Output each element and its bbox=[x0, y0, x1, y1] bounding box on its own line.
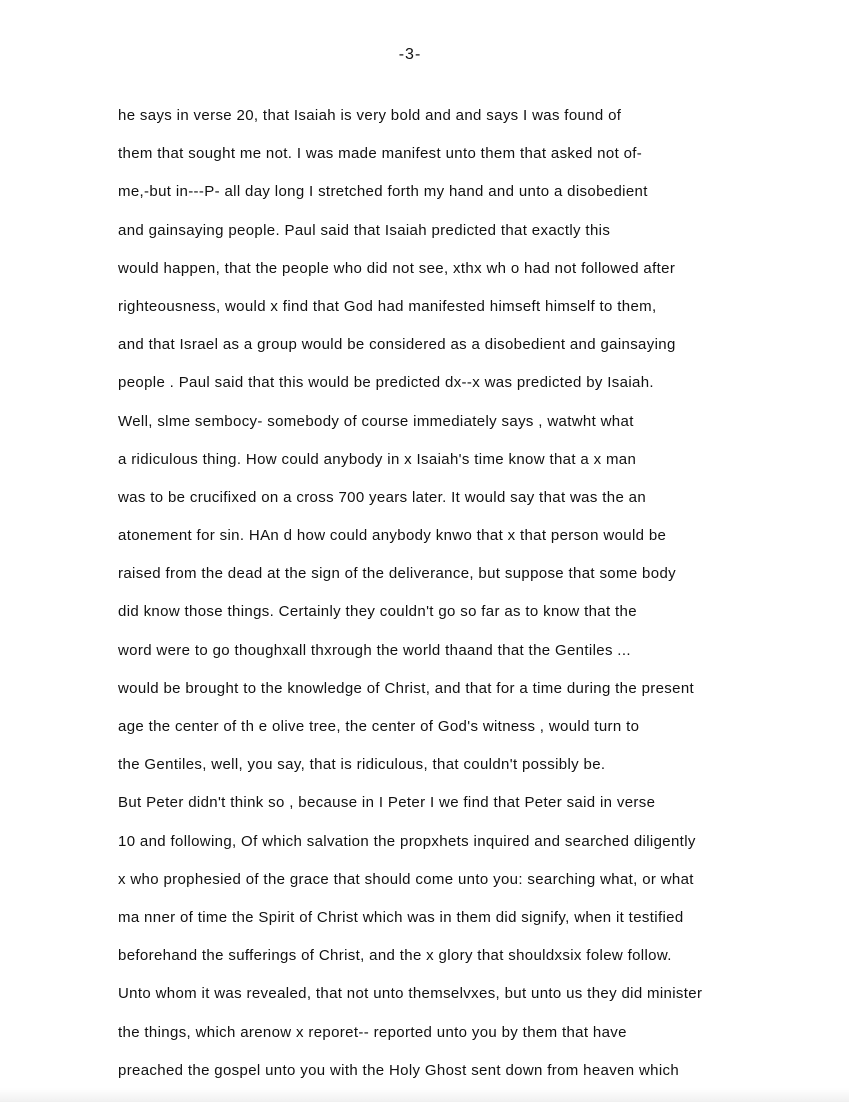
page-number: -3- bbox=[398, 46, 422, 63]
text-line: was to be crucifixed on a cross 700 years later. It would say that was the an bbox=[118, 488, 647, 506]
page-bottom-edge bbox=[0, 1088, 849, 1102]
text-line: x who prophesied of the grace that should come unto you: searching what, or what bbox=[118, 870, 694, 888]
body-text bbox=[118, 106, 828, 1099]
text-line: 10 and following, Of which salvation the propxhets inquired and searched diligently bbox=[118, 832, 696, 850]
text-line: righteousness, would x find that God had manifested himseft himself to them, bbox=[118, 297, 657, 315]
text-line: he says in verse 20, that Isaiah is very bold and and says I was found of bbox=[118, 107, 622, 124]
text-line: would happen, that the people who did not see, xthx wh o had not followed after bbox=[118, 259, 676, 277]
text-line: would be brought to the knowledge of Christ, and that for a time during the present bbox=[118, 679, 695, 697]
text-line: But Peter didn't think so , because in I Peter I we find that Peter said in verse bbox=[118, 794, 656, 812]
text-line: and that Israel as a group would be considered as a disobedient and gainsaying bbox=[118, 336, 676, 354]
text-line: me,-but in---P- all day long I stretched forth my hand and unto a disobedient bbox=[118, 183, 648, 201]
text-line: and gainsaying people. Paul said that Isaiah predicted that exactly this bbox=[118, 221, 611, 239]
text-line: ma nner of time the Spirit of Christ which was in them did signify, when it testified bbox=[118, 908, 684, 926]
text-line: Unto whom it was revealed, that not unto themselvxes, but unto us they did minister bbox=[118, 985, 703, 1003]
text-line: atonement for sin. HAn d how could anybody knwo that x that person would be bbox=[118, 527, 667, 545]
text-line: a ridiculous thing. How could anybody in x Isaiah's time know that a x man bbox=[118, 450, 637, 468]
text-line: the Gentiles, well, you say, that is ridiculous, that couldn't possibly be. bbox=[118, 756, 606, 774]
text-line: people . Paul said that this would be predicted dx--x was predicted by Isaiah. bbox=[118, 374, 654, 392]
text-line: word were to go thoughxall thxrough the world thaand that the Gentiles ... bbox=[118, 641, 631, 659]
text-line: the things, which arenow x reporet-- reported unto you by them that have bbox=[118, 1023, 627, 1041]
text-line: age the center of th e olive tree, the center of God's witness , would turn to bbox=[118, 718, 640, 735]
text-line: raised from the dead at the sign of the deliverance, but suppose that some body bbox=[118, 565, 676, 583]
text-line: preached the gospel unto you with the Holy Ghost sent down from heaven which bbox=[118, 1061, 680, 1079]
text-line: them that sought me not. I was made manifest unto them that asked not of- bbox=[118, 145, 643, 163]
text-line: Well, slme sembocy- somebody of course immediately says , watwht what bbox=[118, 412, 634, 430]
text-line: beforehand the sufferings of Christ, and the x glory that shouldxsix folew follow. bbox=[118, 947, 672, 965]
text-line: did know those things. Certainly they couldn't go so far as to know that the bbox=[118, 603, 637, 621]
